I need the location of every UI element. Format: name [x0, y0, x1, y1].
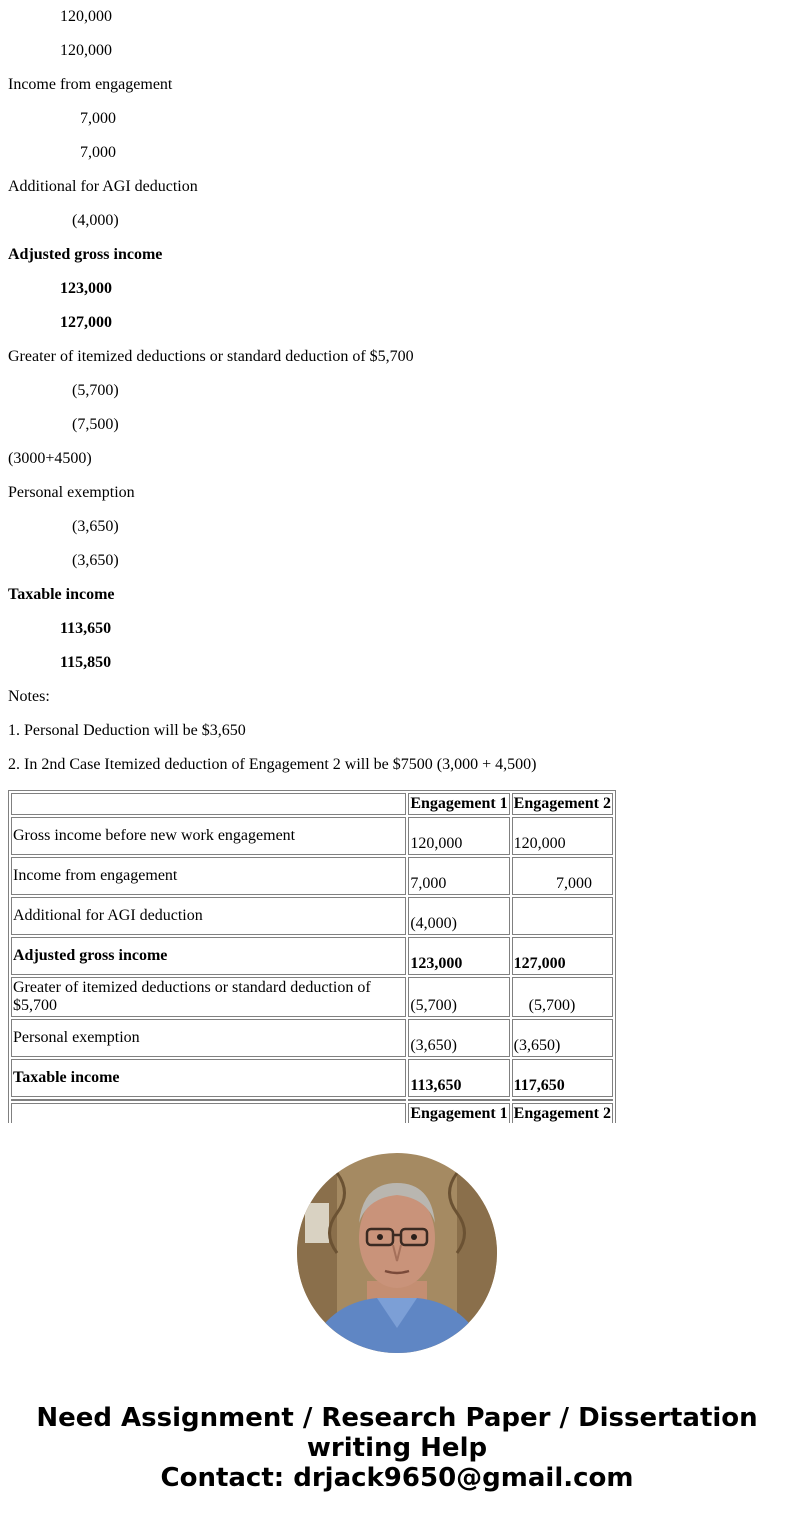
separator-cell	[408, 1099, 509, 1101]
engagement-2-value: (3,650)	[512, 1019, 613, 1057]
note-item: 2. In 2nd Case Itemized deduction of Engagement 2 will be $7500 (3,000 + 4,500)	[8, 756, 537, 773]
promo-contact: Contact: drjack9650@gmail.com	[160, 1463, 634, 1493]
text-line: (4,000)	[72, 212, 119, 229]
text-line: Adjusted gross income	[8, 246, 163, 263]
table-header-cell: Engagement 2	[512, 793, 613, 815]
engagement-1-value: 7,000	[408, 857, 509, 895]
text-line: 115,850	[60, 654, 112, 671]
text-line: 7,000	[80, 110, 116, 127]
row-label: Gross income before new work engagement	[11, 817, 406, 855]
promo-line: writing Help	[306, 1433, 488, 1463]
engagement-1-value: (5,700)	[408, 977, 509, 1017]
promo-banner	[0, 1403, 794, 1493]
text-line: Income from engagement	[8, 76, 173, 93]
table-row	[11, 1019, 613, 1057]
text-line: 123,000	[60, 280, 112, 297]
table-row	[11, 977, 613, 1017]
text-line: 120,000	[60, 8, 112, 25]
text-line: (3,650)	[72, 552, 119, 569]
engagement-1-value: 120,000	[408, 817, 509, 855]
row-label: Personal exemption	[11, 1019, 406, 1057]
table-row	[11, 897, 613, 935]
table-row	[11, 937, 613, 975]
engagement-2-value: (5,700)	[512, 977, 613, 1017]
table-header-row-repeat	[11, 1103, 613, 1123]
row-label: Income from engagement	[11, 857, 406, 895]
table-header-cell: Engagement 2	[512, 1103, 613, 1123]
engagement-2-value	[512, 897, 613, 935]
text-line: 120,000	[60, 42, 112, 59]
table-row	[11, 857, 613, 895]
note-item: 1. Personal Deduction will be $3,650	[8, 722, 246, 739]
text-line: Taxable income	[8, 586, 115, 603]
income-table-container	[8, 790, 616, 1123]
text-line: 7,000	[80, 144, 116, 161]
table-header-cell: Engagement 1	[408, 793, 509, 815]
notes-heading: Notes:	[8, 688, 50, 705]
separator-cell	[512, 1099, 613, 1101]
row-label: Greater of itemized deductions or standard deduction of $5,700	[11, 977, 406, 1017]
text-line: (3,650)	[72, 518, 119, 535]
table-header-cell	[11, 1103, 406, 1123]
promo-line: Need Assignment / Research Paper / Dissertation	[36, 1403, 758, 1433]
engagement-2-value: 117,650	[512, 1059, 613, 1097]
income-table	[8, 790, 616, 1123]
table-header-cell	[11, 793, 406, 815]
text-line: (3000+4500)	[8, 450, 92, 467]
text-line: (5,700)	[72, 382, 119, 399]
engagement-2-value: 127,000	[512, 937, 613, 975]
text-line: 113,650	[60, 620, 112, 637]
engagement-1-value: 123,000	[408, 937, 509, 975]
table-row	[11, 1059, 613, 1097]
table-separator-row	[11, 1099, 613, 1101]
engagement-2-value: 120,000	[512, 817, 613, 855]
table-row	[11, 817, 613, 855]
text-line: Personal exemption	[8, 484, 135, 501]
text-line: (7,500)	[72, 416, 119, 433]
text-line: Greater of itemized deductions or standard deduction of $5,700	[8, 348, 414, 365]
row-label: Taxable income	[11, 1059, 406, 1097]
author-avatar	[297, 1153, 497, 1353]
engagement-1-value: (3,650)	[408, 1019, 509, 1057]
table-header-row	[11, 793, 613, 815]
row-label: Adjusted gross income	[11, 937, 406, 975]
text-line: 127,000	[60, 314, 112, 331]
table-header-cell: Engagement 1	[408, 1103, 509, 1123]
engagement-1-value: 113,650	[408, 1059, 509, 1097]
engagement-2-value: 7,000	[512, 857, 613, 895]
engagement-1-value: (4,000)	[408, 897, 509, 935]
text-line: Additional for AGI deduction	[8, 178, 198, 195]
row-label: Additional for AGI deduction	[11, 897, 406, 935]
avatar-portrait	[297, 1153, 497, 1353]
separator-cell	[11, 1099, 406, 1101]
